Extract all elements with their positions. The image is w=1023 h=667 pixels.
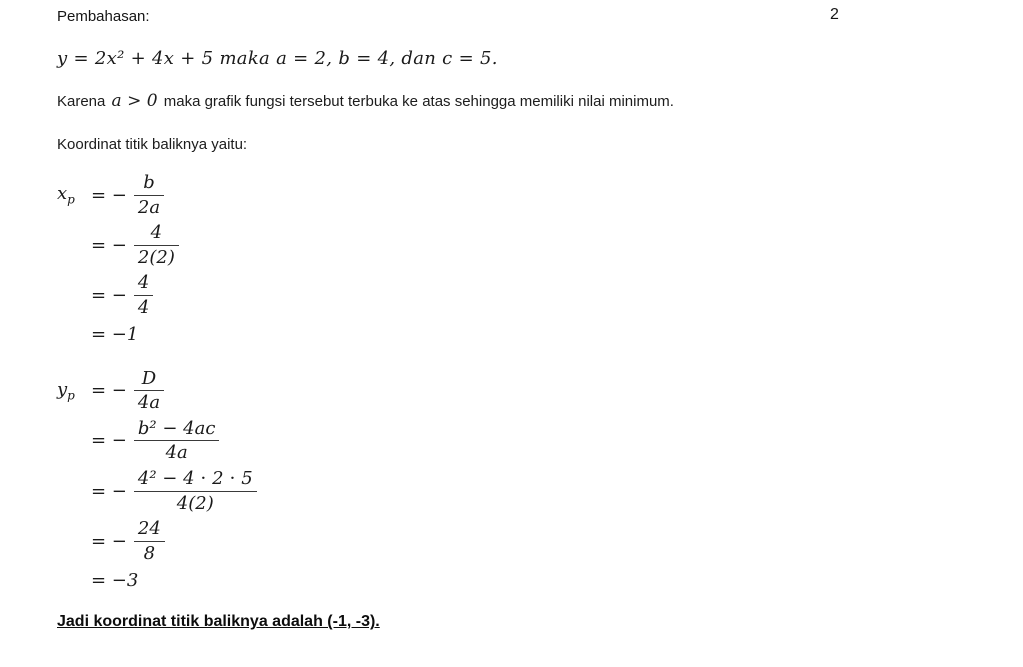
fraction-numerator: b² − 4ac (134, 418, 220, 442)
conclusion-statement: Jadi koordinat titik baliknya adalah (-1, -3). (57, 613, 380, 631)
equation-step-yp-3 (57, 468, 963, 514)
xp-variable-sub: p (67, 192, 75, 207)
xp-derivation (57, 172, 963, 347)
yp-variable-base: y (57, 378, 68, 400)
equation-operator: = − (91, 430, 127, 452)
fraction (134, 368, 164, 414)
paragraph-koordinat: Koordinat titik baliknya yaitu: (57, 136, 248, 153)
fraction-denominator: 8 (143, 542, 156, 564)
fraction-numerator: 24 (134, 518, 165, 542)
equation-step-yp-5 (57, 568, 963, 592)
equation-operator: = − (91, 380, 127, 402)
fraction-denominator: 2(2) (137, 246, 175, 268)
fraction (134, 418, 220, 464)
xp-variable-base: x (57, 183, 68, 205)
fraction (134, 518, 165, 564)
paragraph-karena (57, 91, 963, 111)
equation-step-xp-1 (57, 172, 963, 218)
equation-step-yp-4 (57, 518, 963, 564)
equation-operator: = − (91, 480, 127, 502)
equation-operator: = − (91, 234, 127, 256)
equation-step-yp-1 (57, 368, 963, 414)
equation-operator: = − (91, 284, 127, 306)
fraction-denominator: 4a (137, 392, 161, 414)
fraction (134, 172, 164, 218)
fraction-denominator: 4 (137, 296, 150, 318)
fraction-numerator: D (134, 368, 164, 392)
fraction (134, 468, 257, 514)
equation-result: = −3 (91, 569, 139, 591)
equation-step-xp-4 (57, 323, 963, 347)
given-equation: y = 2x² + 4x + 5 maka a = 2, b = 4, dan c = 5. (57, 48, 498, 69)
fraction (134, 272, 153, 318)
xp-variable (57, 183, 91, 207)
equation-step-yp-2 (57, 418, 963, 464)
fraction-denominator: 4(2) (176, 492, 214, 514)
karena-text-prefix: Karena (57, 93, 110, 110)
fraction (134, 222, 179, 268)
page-title: Pembahasan: (57, 8, 150, 25)
fraction-denominator: 2a (137, 196, 161, 218)
equation-operator: = − (91, 530, 127, 552)
karena-text-suffix: maka grafik fungsi tersebut terbuka ke atas sehingga memiliki nilai minimum. (159, 93, 674, 110)
yp-variable-sub: p (67, 388, 75, 403)
yp-variable (57, 379, 91, 403)
page-number: 2 (830, 6, 839, 23)
fraction-denominator: 4a (165, 442, 188, 464)
equation-result: = −1 (91, 324, 139, 346)
fraction-numerator: 4² − 4 ⋅ 2 ⋅ 5 (134, 468, 257, 492)
equation-step-xp-2 (57, 222, 963, 268)
fraction-numerator: b (134, 172, 164, 196)
yp-derivation (57, 368, 963, 593)
equation-step-xp-3 (57, 272, 963, 318)
karena-inline-math: a > 0 (111, 91, 158, 111)
equation-operator: = − (91, 184, 127, 206)
fraction-numerator: 4 (134, 272, 153, 296)
fraction-numerator: 4 (134, 222, 179, 246)
